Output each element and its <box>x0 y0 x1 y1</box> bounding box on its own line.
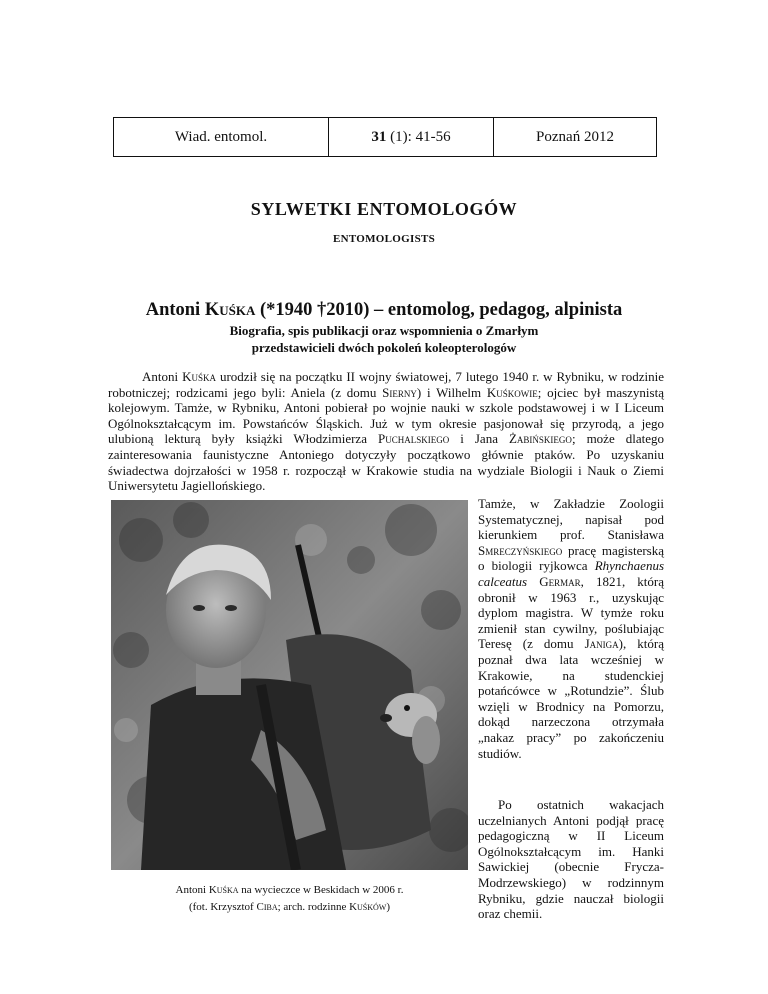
surname: Kuśka <box>182 369 216 384</box>
text-run: ) <box>386 901 391 913</box>
text-run: (fot. Krzysztof <box>188 901 257 913</box>
journal-name-cell <box>114 118 329 157</box>
article-subtitle-line1: Biografia, spis publikacji oraz wspomnienia o Zmarłym <box>229 323 539 338</box>
surname: Puchalskiego <box>377 431 450 447</box>
paragraph-3: Po ostatnich wakacjach uczelnianych Antoni podjął pracę pedagogiczną w II Liceum Ogólnokształcącym im. Hanki Sawickiej (obecnie Frycza-Modrzewskiego) w rodzinnym Rybniku, gdzie nauczał biologii oraz chemii. <box>478 797 664 922</box>
portrait-photo <box>111 500 468 870</box>
text-run: ; może dlatego zainteresowania faunistyczne Antoniego dotyczyły początkowo głównie ptaków. Po uzyskaniu świadectwa dojrzałości w 1958 r. rozpoczął w Krakowie studia na wydziale Biologii i Nauk o Ziemi Uniwersytetu Jagiellońskiego. <box>108 431 664 494</box>
place-year-cell <box>494 118 657 157</box>
article-title-rest: (*1940 †2010) – entomolog, pedagog, alpinista <box>255 300 623 320</box>
journal-name: Wiad. entomol. <box>174 128 268 145</box>
surname: Kuśka <box>208 884 239 896</box>
place-year: Poznań 2012 <box>536 128 614 145</box>
surname: Sierny <box>382 384 417 400</box>
text-run: ; arch. rodzinne <box>277 901 350 913</box>
text-run: Antoni <box>175 884 209 896</box>
article-title-surname: Kuśka <box>204 300 256 320</box>
text-run: ) i Wilhelm <box>416 384 487 400</box>
text-run: ), którą poznał dwa lata wcześniej w Krakowie, na studenckiej potańcówce w „Rotundzie”. Ślub wzięli w Brodnicy na Pomorzu, dokąd narzeczona otrzymała „nakaz pracy” po zakończeniu studiów. <box>478 636 664 761</box>
paragraph-2 <box>478 496 664 761</box>
volume-cell <box>329 118 494 157</box>
section-title: SYLWETKI ENTOMOLOGÓW <box>250 199 518 219</box>
article-title-first: Antoni <box>145 300 205 320</box>
surname: Smreczyńskiego <box>478 542 563 558</box>
text-run: Tamże, w Zakładzie Zoologii Systematycznej, napisał pod kierunkiem prof. Stanisława <box>478 496 664 543</box>
surname: Kuśków <box>349 901 387 913</box>
caption-line-1 <box>111 882 468 899</box>
section-subtitle: ENTOMOLOGISTS <box>332 233 436 245</box>
surname: Janiga <box>584 636 619 652</box>
surname: Ciba <box>256 901 278 913</box>
surname: Germar <box>539 573 581 589</box>
article-subtitle <box>0 322 768 356</box>
text-run: , 1821, którą obronił w 1963 r., uzyskując dyplom magistra. W tymże roku zmienił stan cywilny, poślubiając Teresę (z domu <box>478 573 664 652</box>
paragraph-1 <box>108 369 664 494</box>
text-run: na wycieczce w Beskidach w 2006 r. <box>238 884 404 896</box>
surname: Żabińskiego <box>508 431 572 447</box>
text-run: urodził się na początku II wojny światowej, 7 lutego 1940 r. w Rybniku, w rodzinie robotniczej; rodzicami jego byli: Aniela (z domu <box>108 369 664 400</box>
text-run <box>527 574 539 589</box>
text-run: pracę magisterską o biologii ryjkowca <box>478 542 664 574</box>
text-run: i Jana <box>449 431 509 447</box>
text-run: ; ojciec był maszynistą kolejowym. Tamże, w Rybniku, Antoni pobierał po wojnie nauki w szkole podstawowej i w I Liceum Ogólnokształcącym im. Powstańców Śląskich. Już w tym okresie pasjonował się przyrodą, a jego ulubioną lekturą były książki Włodzimierza <box>108 384 664 447</box>
volume-number: 31 <box>371 128 387 145</box>
surname: Kuśkowie <box>486 384 538 400</box>
photo-illustration <box>111 500 468 870</box>
issue-pages: (1): 41-56 <box>386 128 451 145</box>
article-title <box>0 300 768 321</box>
journal-header-table <box>113 117 657 157</box>
species-name: Rhynchaenus calceatus <box>478 558 664 589</box>
caption-line-2 <box>111 899 468 916</box>
article-subtitle-line2: przedstawicieli dwóch pokoleń koleopterologów <box>251 340 517 355</box>
photo-caption <box>111 882 468 916</box>
text-run: Antoni <box>142 369 183 384</box>
